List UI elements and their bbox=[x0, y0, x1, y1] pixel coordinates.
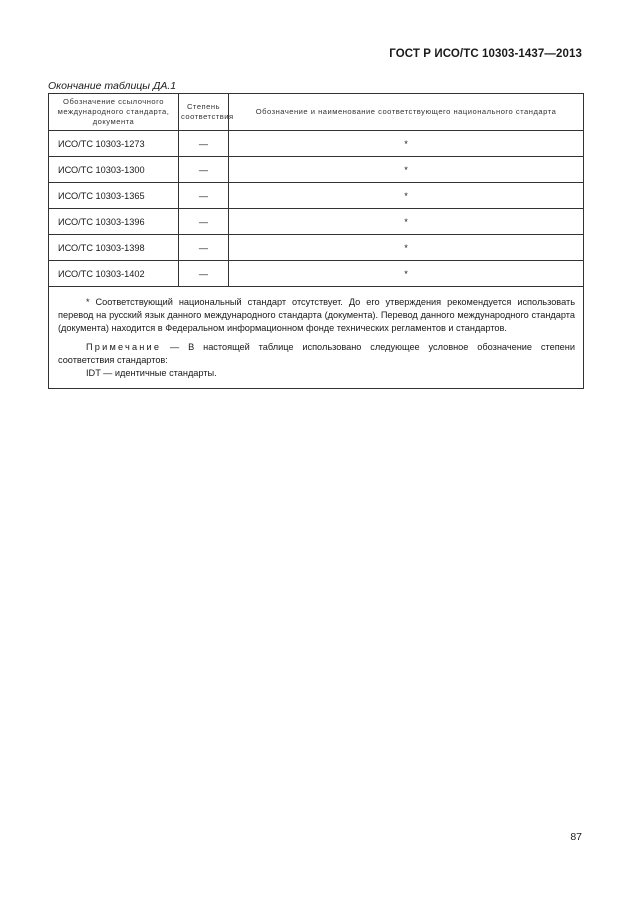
note-label: Примечание bbox=[86, 342, 162, 353]
table-row bbox=[49, 183, 584, 209]
cell-standard: * bbox=[229, 261, 584, 287]
header-national-standard: Обозначение и наименование соответствующего национального стандарта bbox=[229, 94, 584, 131]
table-footnote-row bbox=[49, 287, 584, 389]
cell-standard: * bbox=[229, 157, 584, 183]
cell-degree: — bbox=[179, 261, 229, 287]
footnote-star: * Соответствующий национальный стандарт отсутствует. До его утверждения рекомендуется использовать перевод на русский язык данного международного стандарта (документа). Перевод данного международного стандарта (документа) находится в Федеральном информационном фонде технических регламентов и стандартов. bbox=[58, 297, 575, 334]
cell-degree: — bbox=[179, 157, 229, 183]
document-header: ГОСТ Р ИСО/ТС 10303-1437—2013 bbox=[389, 48, 582, 60]
table-row bbox=[49, 131, 584, 157]
table-header-row bbox=[49, 94, 584, 131]
footnote-note bbox=[58, 341, 575, 367]
cell-code: ИСО/ТС 10303-1398 bbox=[49, 235, 179, 261]
header-ref-standard: Обозначение ссылочного международного стандарта, документа bbox=[49, 94, 179, 131]
table-row bbox=[49, 209, 584, 235]
cell-degree: — bbox=[179, 209, 229, 235]
cell-code: ИСО/ТС 10303-1273 bbox=[49, 131, 179, 157]
note-text: — В настоящей таблице использовано следующее условное обозначение степени соответствия стандартов: bbox=[58, 342, 575, 366]
table-row bbox=[49, 235, 584, 261]
cell-degree: — bbox=[179, 183, 229, 209]
cell-code: ИСО/ТС 10303-1300 bbox=[49, 157, 179, 183]
footnote-idt: IDT — идентичные стандарты. bbox=[86, 368, 217, 379]
cell-standard: * bbox=[229, 235, 584, 261]
header-degree: Степень соответствия bbox=[179, 94, 229, 131]
table-row bbox=[49, 261, 584, 287]
table-row bbox=[49, 157, 584, 183]
cell-standard: * bbox=[229, 209, 584, 235]
correspondence-table bbox=[48, 93, 584, 389]
cell-code: ИСО/ТС 10303-1396 bbox=[49, 209, 179, 235]
table-footnote bbox=[49, 287, 584, 389]
cell-standard: * bbox=[229, 183, 584, 209]
cell-code: ИСО/ТС 10303-1365 bbox=[49, 183, 179, 209]
table-caption: Окончание таблицы ДА.1 bbox=[48, 80, 177, 92]
cell-standard: * bbox=[229, 131, 584, 157]
cell-code: ИСО/ТС 10303-1402 bbox=[49, 261, 179, 287]
cell-degree: — bbox=[179, 235, 229, 261]
page-number: 87 bbox=[570, 831, 582, 843]
cell-degree: — bbox=[179, 131, 229, 157]
